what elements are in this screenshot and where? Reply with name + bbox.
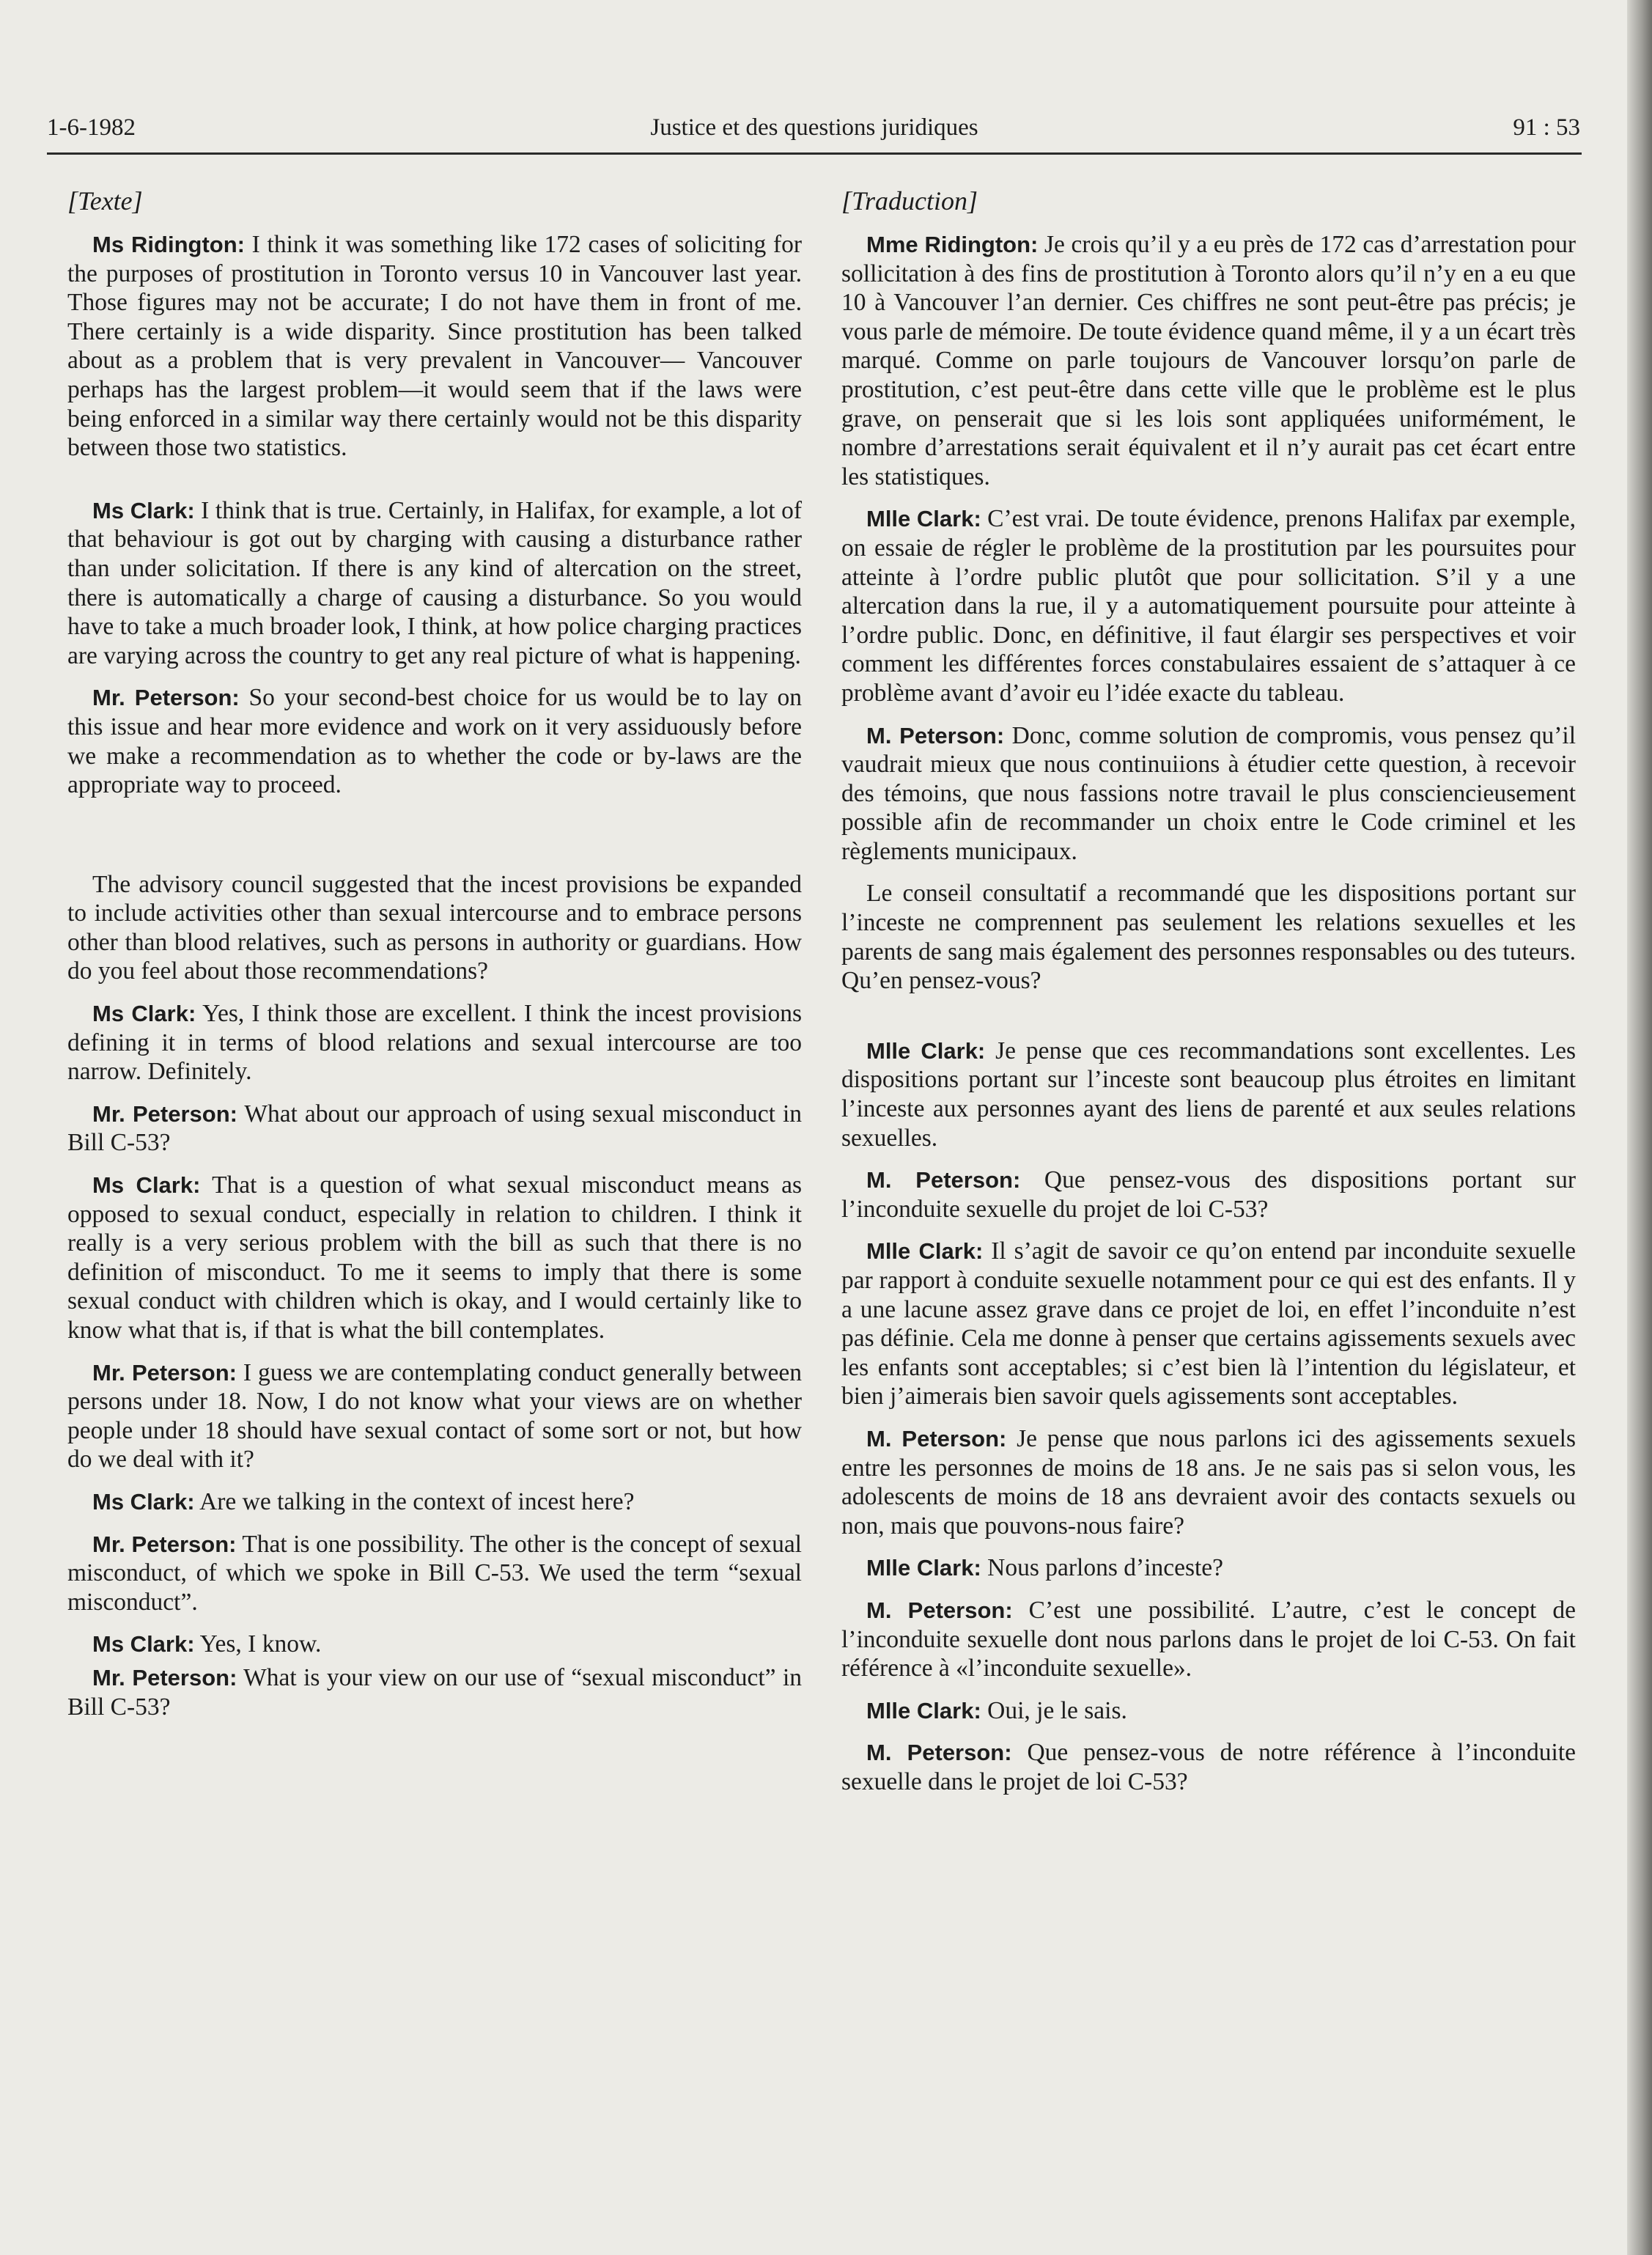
paragraph bbox=[67, 1630, 802, 1659]
speaker-name: Ms Ridington: bbox=[92, 232, 245, 257]
speaker-name: Mlle Clark: bbox=[866, 1037, 986, 1064]
paragraph bbox=[67, 230, 802, 463]
paragraph-text: Donc, comme solution de compromis, vous pensez qu’il vaudrait mieux que nous continuiions à étudier cette question, à recevoir des témoins, que nous fassions notre travail le plus consciencieusement possible afin de recommander un choix entre le Code criminel et les règlements municipaux. bbox=[841, 721, 1576, 865]
speaker-name: M. Peterson: bbox=[866, 1597, 1013, 1623]
speaker-name: Mr. Peterson: bbox=[92, 1531, 237, 1557]
page-edge bbox=[1627, 0, 1652, 2255]
paragraph bbox=[67, 683, 802, 799]
speaker-name: Ms Clark: bbox=[92, 1631, 195, 1658]
paragraph-text: Are we talking in the context of incest here? bbox=[194, 1487, 635, 1515]
paragraph-text: I think that is true. Certainly, in Halifax, for example, a lot of that behaviour is got out by charging with causing a disturbance rather than under solicitation. If there is any kind of altercation on the street, there is automatically a charge of causing a disturbance. So you would have to take a much broader look, I think, at how police charging practices are varying across the country to get any real picture of what is happening. bbox=[67, 496, 802, 669]
paragraph-text: Oui, je le sais. bbox=[981, 1696, 1127, 1724]
speaker-name: Mlle Clark: bbox=[866, 1238, 984, 1265]
paragraph-text: Le conseil consultatif a recommandé que les dispositions portant sur l’inceste ne comprennent pas seulement les relations sexuelles et les parents de sang mais également des personnes responsables ou des tuteurs. Qu’en pensez-vous? bbox=[841, 880, 1576, 995]
paragraph bbox=[67, 1358, 802, 1474]
paragraph bbox=[67, 999, 802, 1086]
speaker-name: Ms Clark: bbox=[92, 1488, 195, 1515]
page-number: 91 : 53 bbox=[1513, 114, 1580, 141]
paragraph-text: Je crois qu’il y a eu près de 172 cas d’arrestation pour sollicitation à des fins de prostitution à Toronto alors qu’il n’y en a eu que 10 à Vancouver l’an dernier. Ces chiffres ne sont peut-être pas précis; je vous parle de mémoire. De toute évidence quand même, il y a un écart très marqué. Comme on parle toujours de Vancouver lorsqu’on parle de prostitution, c’est peut-être dans cette ville que le problème est le plus grave, on penserait que si les lois sont appliquées uniformément, le nombre d’arrestations serait équivalent et il n’y aurait pas cet écart entre les statistiques. bbox=[841, 231, 1576, 490]
speaker-name: Mlle Clark: bbox=[866, 1697, 981, 1724]
paragraph bbox=[67, 496, 802, 671]
paragraph-text: Que pensez-vous des dispositions portant sur l’inconduite sexuelle du projet de loi C-53? bbox=[841, 1166, 1576, 1223]
speaker-name: Ms Clark: bbox=[92, 1001, 196, 1027]
paragraph-text: Yes, I know. bbox=[194, 1630, 322, 1658]
paragraph-text: I guess we are contemplating conduct generally between persons under 18. Now, I do not know what your views are on whether people under 18 should have sexual contact of some sort or not, but how do we deal with it? bbox=[67, 1358, 803, 1474]
paragraph-text: Je pense que ces recommandations sont excellentes. Les dispositions portant sur l’inceste sont beaucoup plus étroites en limitant l’inceste aux personnes ayant des liens de parenté et aux seules relations sexuelles. bbox=[841, 1037, 1576, 1152]
paragraph-text: Je pense que nous parlons ici des agissements sexuels entre les personnes de moins de 18 ans. Je ne sais pas si selon vous, les adolescents de moins de 18 ans devraient avoir des contacts sexuels ou non, mais que pouvons-nous faire? bbox=[841, 1424, 1577, 1539]
paragraph-text: The advisory council suggested that the incest provisions be expanded to include activities other than sexual intercourse and to embrace persons other than blood relatives, such as persons in authority or guardians. How do you feel about those recommendations? bbox=[67, 870, 802, 985]
paragraph-text: That is a question of what sexual misconduct means as opposed to sexual conduct, especially in relation to children. I think it really is a very serious problem with the bill as such that there is no definition of misconduct. To me it seems to imply that there is some sexual conduct with children which is okay, and I would certainly like to know what that is, if that is what the bill contemplates. bbox=[67, 1171, 802, 1344]
paragraph bbox=[67, 1100, 802, 1158]
paragraph bbox=[841, 1696, 1576, 1726]
paragraph bbox=[841, 1553, 1576, 1583]
paragraph bbox=[841, 1738, 1576, 1796]
french-column bbox=[841, 185, 1576, 1797]
paragraph bbox=[67, 1663, 802, 1721]
running-header bbox=[47, 110, 1582, 155]
paragraph-text: What is your view on our use of “sexual misconduct” in Bill C-53? bbox=[67, 1663, 802, 1721]
speaker-name: M. Peterson: bbox=[866, 1167, 1021, 1193]
paragraph-text: That is one possibility. The other is the concept of sexual misconduct, of which we spoke in Bill C-53. We used the term “sexual misconduct”. bbox=[67, 1530, 802, 1616]
paragraph bbox=[67, 1487, 802, 1517]
speaker-name: Mr. Peterson: bbox=[92, 1100, 237, 1127]
paragraph bbox=[841, 504, 1576, 707]
paragraph-text: Yes, I think those are excellent. I think the incest provisions defining it in terms of blood relations and sexual intercourse are too narrow. Definitely. bbox=[67, 1000, 803, 1086]
speaker-name: Mr. Peterson: bbox=[92, 1359, 237, 1386]
paragraph bbox=[67, 870, 802, 986]
column-label: [Texte] bbox=[67, 186, 143, 216]
speaker-name: Ms Clark: bbox=[92, 1172, 201, 1199]
speaker-name: Mme Ridington: bbox=[866, 232, 1039, 257]
paragraph bbox=[67, 1171, 802, 1345]
paragraph bbox=[67, 1530, 802, 1617]
header-title: Justice et des questions juridiques bbox=[650, 114, 978, 141]
paragraph-text: Que pensez-vous de notre référence à l’inconduite sexuelle dans le projet de loi C-53? bbox=[841, 1739, 1577, 1795]
paragraph bbox=[841, 721, 1576, 867]
paragraph-text: C’est vrai. De toute évidence, prenons Halifax par exemple, on essaie de régler le problème de la prostitution par les poursuites pour atteinte à l’ordre public plutôt que pour sollicitation. S’il y a une altercation dans la rue, il y a automatiquement poursuite pour atteinte à l’ordre public. Donc, en définitive, il faut élargir ses perspectives et voir comment les différentes forces constabulaires essaient de s’attaquer à ce problème avant d’avoir eu l’idée exacte du tableau. bbox=[841, 505, 1576, 707]
column-label: [Traduction] bbox=[841, 186, 978, 216]
english-column bbox=[67, 185, 802, 1721]
speaker-name: Ms Clark: bbox=[92, 497, 195, 523]
speaker-name: M. Peterson: bbox=[866, 722, 1005, 748]
paragraph bbox=[841, 1037, 1576, 1152]
paragraph-text: Nous parlons d’inceste? bbox=[981, 1554, 1224, 1582]
paragraph bbox=[841, 879, 1576, 995]
paragraph-text: Il s’agit de savoir ce qu’on entend par inconduite sexuelle par rapport à conduite sexuelle notamment pour ce qui est des enfants. Il y a une lacune assez grave dans ce projet de loi, en effet l’inconduite n’est pas définie. Cela me donne à penser que certains agissements sexuels avec les enfants sont acceptables; si c’est bien là l’intention du législateur, et bien j’aimerais bien savoir quels agissements sont acceptables. bbox=[841, 1237, 1576, 1410]
paragraph-text: C’est une possibilité. L’autre, c’est le concept de l’inconduite sexuelle dont nous parlons dans le projet de loi C-53. On fait référence à «l’inconduite sexuelle». bbox=[841, 1596, 1576, 1682]
speaker-name: M. Peterson: bbox=[866, 1425, 1007, 1452]
header-date: 1-6-1982 bbox=[47, 114, 136, 141]
paragraph-text: So your second-best choice for us would be to lay on this issue and hear more evidence and work on it very assiduously before we make a recommendation as to whether the code or by-laws are the appropriate way to proceed. bbox=[67, 684, 803, 799]
paragraph bbox=[841, 1596, 1576, 1683]
paragraph bbox=[841, 1424, 1576, 1540]
speaker-name: Mlle Clark: bbox=[866, 1555, 981, 1581]
paragraph bbox=[841, 1237, 1576, 1411]
speaker-name: M. Peterson: bbox=[866, 1740, 1012, 1766]
paragraph-text: What about our approach of using sexual misconduct in Bill C-53? bbox=[67, 1100, 803, 1157]
paragraph-text: I think it was something like 172 cases of soliciting for the purposes of prostitution in Toronto versus 10 in Vancouver last year. Those figures may not be accurate; I do not have them in front of me. There certainly is a wide disparity. Since prostitution has been talked about as a problem that is very prevalent in Vancouver— Vancouver perhaps has the largest problem—it would seem that if the laws were being enforced in a similar way there certainly would not be this disparity between those two statistics. bbox=[67, 231, 802, 462]
speaker-name: Mr. Peterson: bbox=[92, 685, 240, 711]
paragraph bbox=[841, 1166, 1576, 1224]
speaker-name: Mr. Peterson: bbox=[92, 1664, 237, 1691]
speaker-name: Mlle Clark: bbox=[866, 506, 981, 532]
paragraph bbox=[841, 230, 1576, 491]
